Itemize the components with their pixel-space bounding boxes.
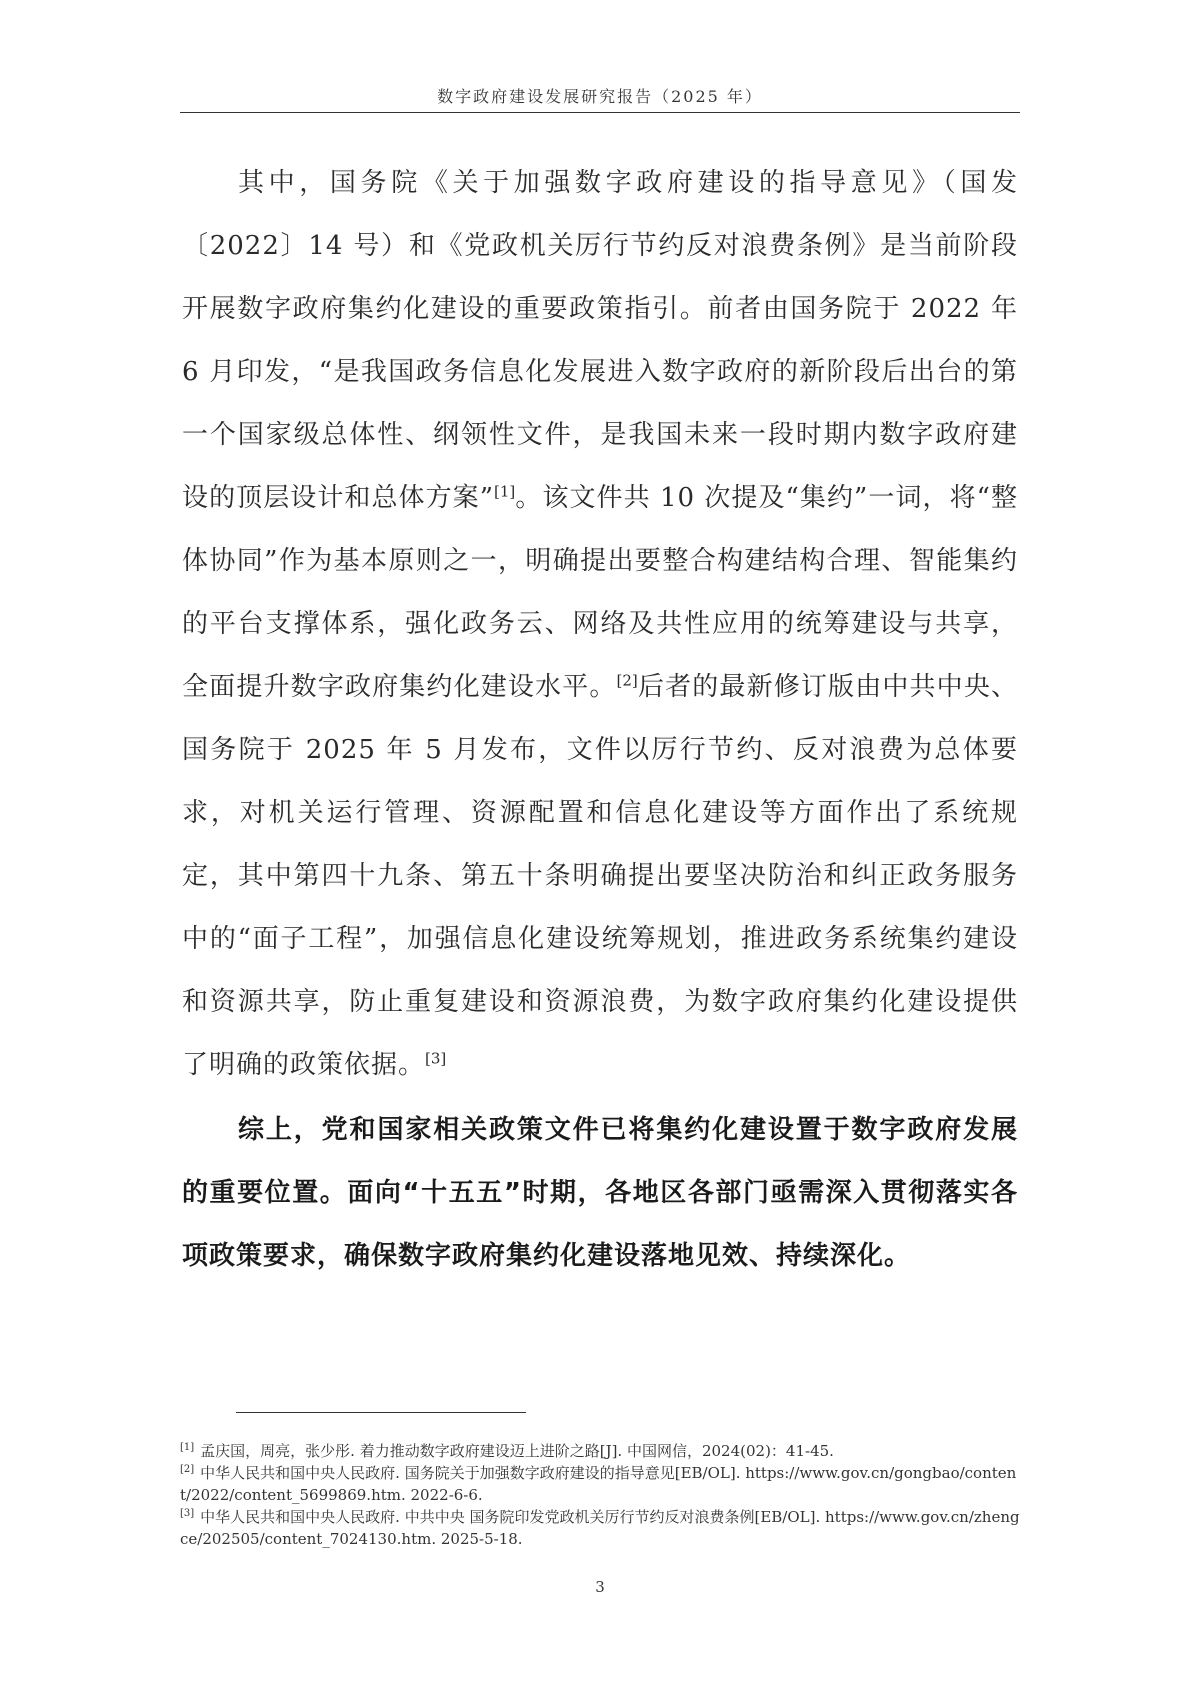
paragraph-segment-3: 后者的最新修订版由中共中央、国务院于 2025 年 5 月发布，文件以厉行节约、反对浪费为总体要求，对机关运行管理、资源配置和信息化建设等方面作出了系统规定，其中第四十九条、第五十条明确提出要坚决防治和纠正政务服务中的“面子工程”，加强信息化建设统筹规划，推进政务系统集约建设和资源共享，防止重复建设和资源浪费，为数字政府集约化建设提供了明确的政策依据。 (182, 672, 1018, 1080)
citation-ref-3[interactable]: [3] (425, 1049, 447, 1068)
footnote-3 (180, 1506, 1020, 1550)
footnote-marker: [2] (180, 1464, 195, 1475)
paragraph-segment-1: 其中，国务院《关于加强数字政府建设的指导意见》（国发〔2022〕14 号）和《党政机关厉行节约反对浪费条例》是当前阶段开展数字政府集约化建设的重要政策指引。前者由国务院于 2022 年 6 月印发，“是我国政务信息化发展进入数字政府的新阶段后出台的第一个国家级总体性、纲领性文件，是我国未来一段时期内数字政府建设的顶层设计和总体方案” (182, 168, 1018, 513)
citation-ref-1[interactable]: [1] (494, 482, 516, 501)
paragraph-segment-2: 。该文件共 10 次提及“集约”一词，将“整体协同”作为基本原则之一，明确提出要整合构建结构合理、智能集约的平台支撑体系，强化政务云、网络及共性应用的统筹建设与共享，全面提升数字政府集约化建设水平。 (182, 483, 1018, 702)
paragraph-summary: 综上，党和国家相关政策文件已将集约化建设置于数字政府发展的重要位置。面向“十五五”时期，各地区各部门亟需深入贯彻落实各项政策要求，确保数字政府集约化建设落地见效、持续深化。 (182, 1115, 1018, 1271)
footnote-marker: [1] (180, 1442, 195, 1453)
running-header: 数字政府建设发展研究报告（2025 年） (437, 87, 763, 106)
page-number: 3 (595, 1578, 605, 1596)
footnote-separator (236, 1412, 526, 1413)
header-rule (180, 112, 1020, 113)
footnote-text: 中华人民共和国中央人民政府. 中共中央 国务院印发党政机关厉行节约反对浪费条例[EB/OL]. https://www.gov.cn/zhengce/202505/content_7024130.htm. 2025-5-18. (180, 1508, 1020, 1548)
footnote-marker: [3] (180, 1508, 195, 1519)
paragraph-policy-documents (182, 152, 1018, 1097)
footnote-2 (180, 1462, 1020, 1506)
footnotes (180, 1440, 1020, 1550)
footnote-text: 孟庆国，周亮，张少彤. 着力推动数字政府建设迈上进阶之路[J]. 中国网信，2024(02)：41-45. (200, 1442, 834, 1460)
citation-ref-2[interactable]: [2] (616, 671, 638, 690)
footnote-text: 中华人民共和国中央人民政府. 国务院关于加强数字政府建设的指导意见[EB/OL]. https://www.gov.cn/gongbao/content/2022/content_5699869.htm. 2022-6-6. (180, 1464, 1017, 1504)
body-text (182, 152, 1018, 1288)
footnote-1 (180, 1440, 1020, 1462)
